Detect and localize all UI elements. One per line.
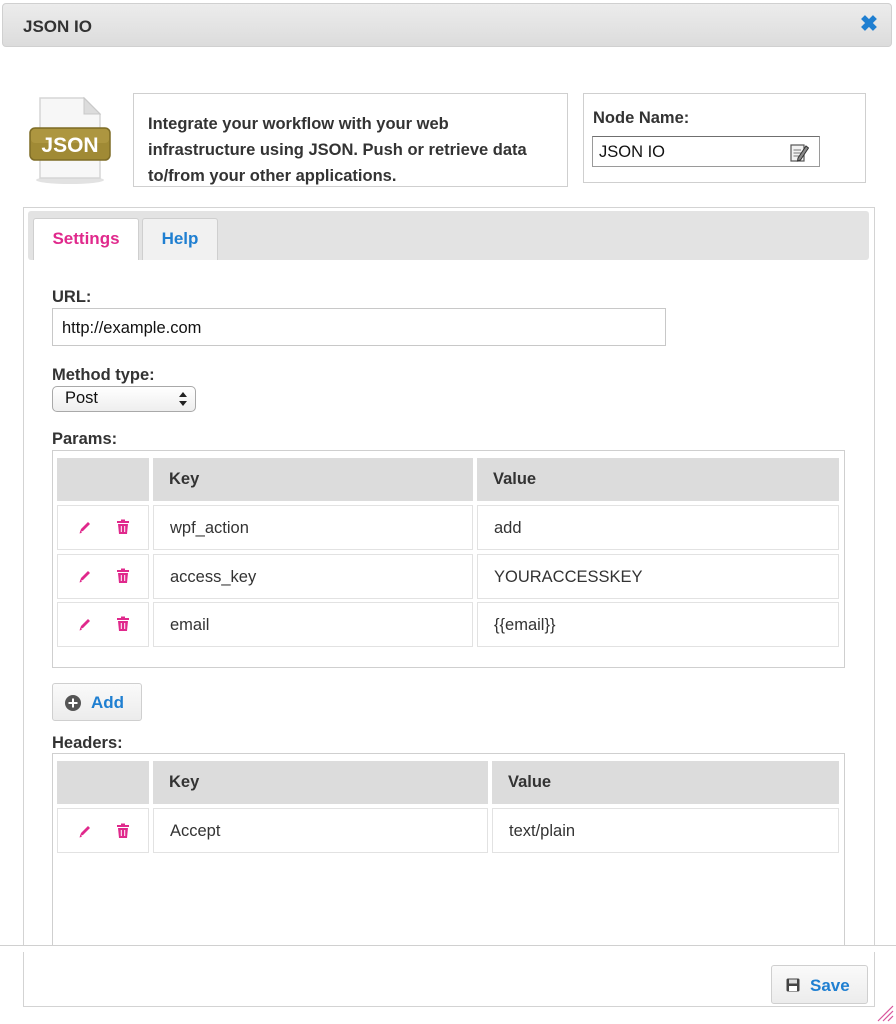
param-key: email xyxy=(170,616,210,634)
method-type-value: Post xyxy=(65,389,99,407)
pencil-icon[interactable] xyxy=(78,568,92,584)
table-row-actions xyxy=(57,505,149,550)
headers-header-key xyxy=(153,761,488,804)
param-key: wpf_action xyxy=(170,519,249,537)
headers-header-value xyxy=(492,761,839,804)
param-value: add xyxy=(494,519,522,537)
close-icon[interactable]: ✖ xyxy=(859,11,879,36)
save-button-label: Save xyxy=(810,976,850,995)
headers-header-actions xyxy=(57,761,149,804)
edit-note-icon[interactable] xyxy=(789,141,809,163)
trash-icon[interactable] xyxy=(116,568,130,584)
params-label: Params: xyxy=(52,430,118,448)
pencil-icon[interactable] xyxy=(78,616,92,632)
table-cell-value xyxy=(477,554,839,599)
table-cell-key xyxy=(153,808,488,853)
table-cell-key xyxy=(153,602,473,647)
description-text: Integrate your workflow with your web infrastructure using JSON. Push or retrieve data to/from your other applications. xyxy=(148,115,527,185)
node-name-box xyxy=(583,93,866,183)
param-value: YOURACCESSKEY xyxy=(494,568,643,586)
url-value: http://example.com xyxy=(62,319,202,337)
header-value: text/plain xyxy=(509,822,576,840)
pencil-icon[interactable] xyxy=(78,823,92,839)
headers-header-key-label: Key xyxy=(169,773,200,791)
floppy-disk-icon xyxy=(786,978,800,992)
add-button-label: Add xyxy=(91,693,125,712)
select-arrows-icon xyxy=(178,390,188,408)
description-box xyxy=(133,93,568,187)
table-row-actions xyxy=(57,554,149,599)
table-cell-value xyxy=(492,808,839,853)
trash-icon[interactable] xyxy=(116,519,130,535)
node-name-input[interactable] xyxy=(592,136,820,167)
trash-icon[interactable] xyxy=(116,823,130,839)
pencil-icon[interactable] xyxy=(78,519,92,535)
plus-circle-icon xyxy=(65,695,81,711)
json-file-icon xyxy=(26,96,114,186)
param-value: {{email}} xyxy=(494,616,556,634)
param-key: access_key xyxy=(170,568,257,586)
params-header-key xyxy=(153,458,473,501)
resize-grip-icon[interactable] xyxy=(876,1004,894,1022)
url-input[interactable] xyxy=(52,308,666,346)
add-param-button[interactable] xyxy=(52,683,142,721)
table-cell-value xyxy=(477,602,839,647)
dialog-titlebar xyxy=(2,3,892,47)
table-cell-key xyxy=(153,505,473,550)
trash-icon[interactable] xyxy=(116,616,130,632)
params-header-actions xyxy=(57,458,149,501)
node-name-label: Node Name: xyxy=(593,109,690,127)
url-label: URL: xyxy=(52,288,92,306)
tab-help[interactable]: Help xyxy=(142,218,218,260)
params-header-key-label: Key xyxy=(169,470,200,488)
params-header-value xyxy=(477,458,839,501)
tab-settings[interactable]: Settings xyxy=(33,218,139,260)
save-button[interactable] xyxy=(771,965,868,1004)
header-key: Accept xyxy=(170,822,221,840)
node-name-value: JSON IO xyxy=(599,143,666,161)
dialog-title: JSON IO xyxy=(23,17,92,36)
headers-header-value-label: Value xyxy=(508,773,552,791)
headers-label: Headers: xyxy=(52,734,123,752)
table-row-actions xyxy=(57,808,149,853)
table-cell-key xyxy=(153,554,473,599)
table-row-actions xyxy=(57,602,149,647)
table-cell-value xyxy=(477,505,839,550)
method-type-select[interactable] xyxy=(52,386,196,412)
json-badge-text: JSON xyxy=(41,134,99,157)
method-type-label: Method type: xyxy=(52,366,155,384)
footer-divider xyxy=(0,945,896,952)
params-header-value-label: Value xyxy=(493,470,537,488)
